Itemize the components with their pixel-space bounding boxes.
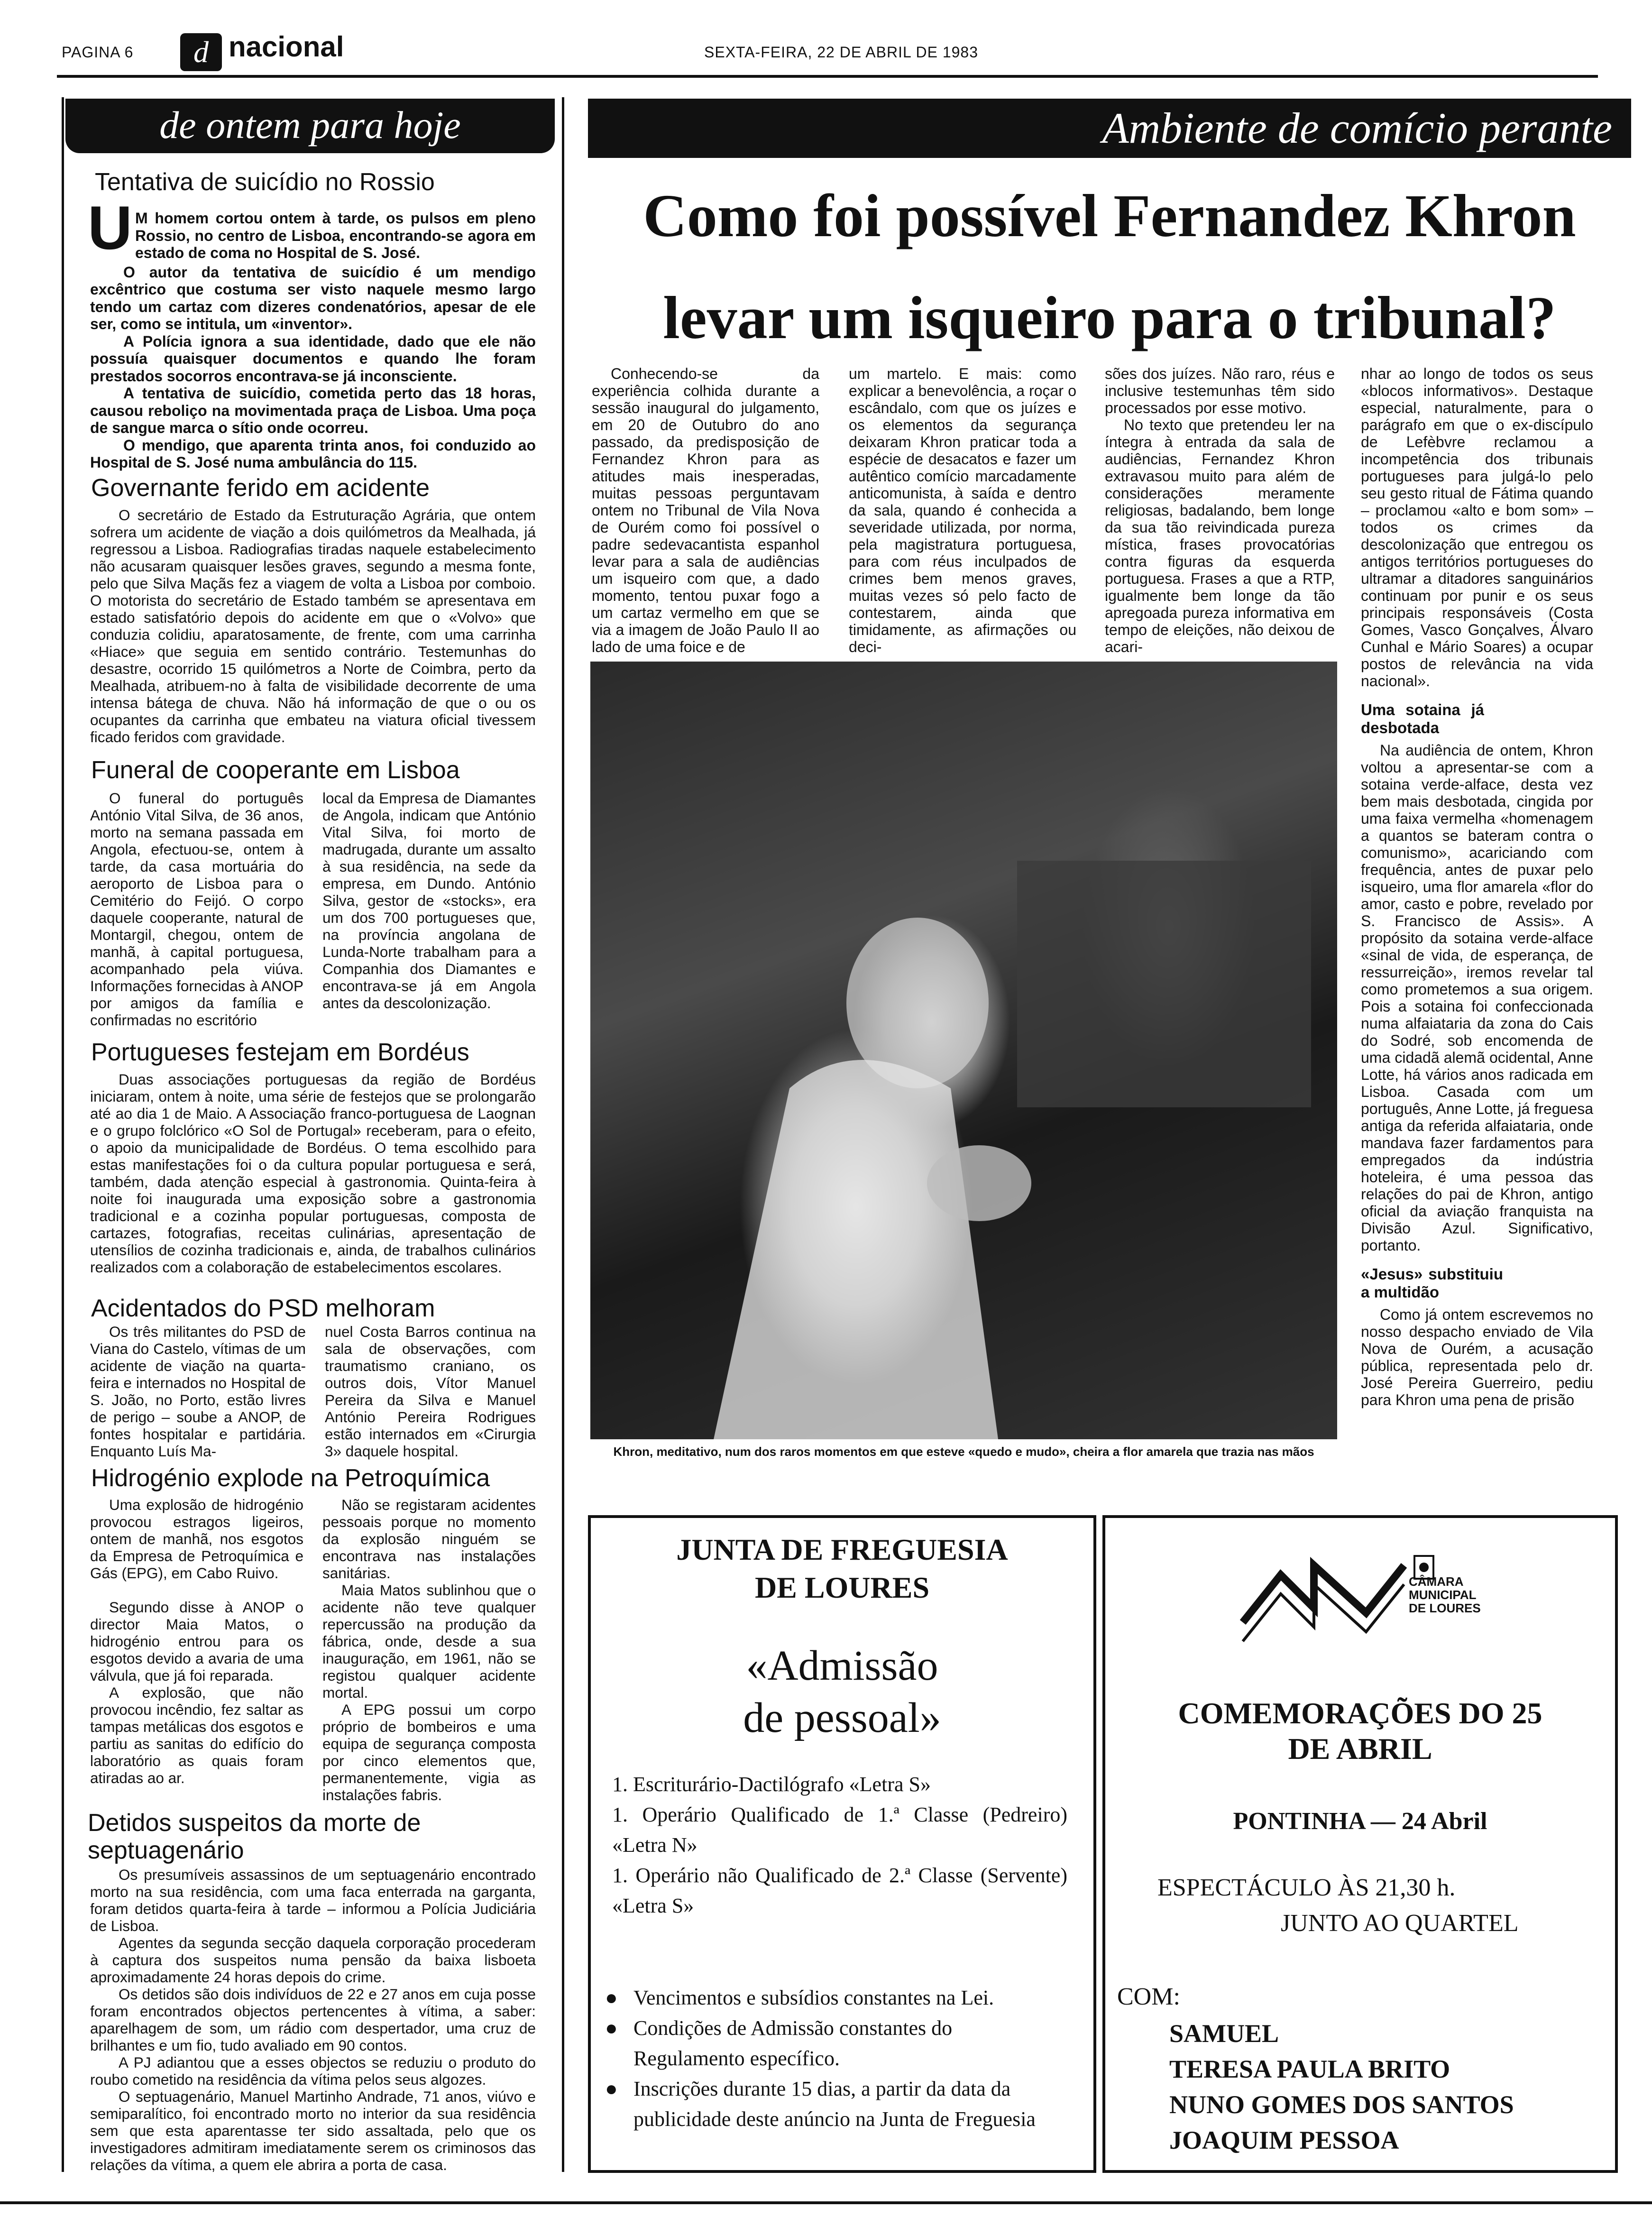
paragraph: um martelo. E mais: como explicar a benevolência, a roçar o escândalo, com que os juízes e os elementos da segurança deixaram Khron praticar toda a espécie de desacatos e fazer um autêntico comício marcadamente anticomunista, à saída e dentro da sala, quando é conhecida a severidade utilizada, por norma, pela magistratura portuguesa, para com réus inculpados de crimes bem menos graves, muitas vezes só pelo facto de contestarem, ainda que timidamente, as afirmações ou deci-	[849, 365, 1076, 655]
position-item: 1. Escriturário-Dactilógrafo «Letra S»	[612, 1773, 931, 1796]
artist-name: NUNO GOMES DOS SANTOS	[1169, 2090, 1514, 2119]
condition-item	[605, 2013, 1060, 2074]
section-name: nacional	[229, 31, 344, 63]
paragraph: Os presumíveis assassinos de um septuagenário encontrado morto na sua residência, com uma faca enterrada na garganta, foram detidos quarta-feira à tarde – informou a Polícia Judiciária de Lisboa.	[90, 1866, 536, 1934]
article-title: Governante ferido em acidente	[91, 474, 430, 502]
bullet-icon: ●	[605, 2077, 618, 2100]
kicker-text: Ambiente de comício perante	[1102, 104, 1612, 152]
junta-ad	[588, 1515, 1096, 2173]
ad-title: COMEMORAÇÕES DO 25	[1178, 1696, 1542, 1730]
paragraph: O secretário de Estado da Estruturação Agrária, que ontem sofrera um acidente de viação a dois quilómetros da Mealhada, já regressou a Lisboa. Radiografias tiradas naquele estabelecimento não acusaram quaisquer lesões graves, segundo a mesma fonte, pelo que Silva Maçãs fez a viagem de volta a Lisboa por comboio. O motorista do secretário de Estado também se apresentava em estado satisfatório depois do acidente em que o «Volvo» que conduzia colidiu, aparatosamente, de frente, com uma carrinha «Hiace» que seguia em sentido contrário. Testemunhas do desastre, ocorrido 15 quilómetros a Norte de Coimbra, perto da Mealhada, atribuem-no à falta de visibilidade decorrente de uma intensa bátega de chuva. Não há informação de que o ou os ocupantes da carrinha que embateu na viatura oficial tivessem ficado feridos com gravidade.	[90, 506, 536, 745]
main-col-4	[1361, 365, 1593, 1408]
headline-line-1: Como foi possível Fernandez Khron	[643, 182, 1576, 249]
logo-line: MUNICIPAL	[1409, 1588, 1477, 1602]
artist-name: SAMUEL	[1169, 2019, 1279, 2048]
header-rule	[57, 75, 1598, 78]
logo-line: DE LOURES	[1409, 1601, 1481, 1615]
article-col	[325, 1323, 536, 1460]
paragraph: A explosão, que não provocou incêndio, fez saltar as tampas metálicas dos esgotos e partiu as sanitas do edifício do laboratório as quais foram atiradas ao ar.	[90, 1684, 303, 1786]
photo-figure-icon	[590, 662, 1337, 1439]
paragraph: A tentativa de suicídio, cometida perto das 18 horas, causou reboliço na movimentada praça de Lisboa. Uma poça de sangue marca o sítio onde ocorreu.	[90, 385, 536, 436]
logo-text	[1409, 1575, 1481, 1615]
paragraph: Os detidos são dois indivíduos de 22 e 27 anos em cuja posse foram encontrados objectos pertencentes à vítima, a saber: aparelhagem de som, um rádio com despertador, uma cruz de brilhantes e um fio, tudo avaliado em 90 contos.	[90, 1986, 536, 2054]
artist-name: TERESA PAULA BRITO	[1169, 2055, 1450, 2083]
paragraph: M homem cortou ontem à tarde, os pulsos em pleno Rossio, no centro de Lisboa, encontrando-se agora em estado de coma no Hospital de S. José.	[135, 210, 536, 261]
position-item: 1. Operário não Qualificado de 2.ª Classe (Servente) «Letra S»	[612, 1864, 1067, 1917]
ad-place: PONTINHA — 24 Abril	[1233, 1808, 1487, 1835]
khron-photo	[590, 662, 1337, 1439]
drop-cap: U	[88, 193, 132, 262]
paragraph: A Polícia ignora a sua identidade, dado que ele não possuía quaisquer documentos e quando lhe foram prestados socorros encontrava-se já inconsciente.	[90, 332, 536, 385]
paragraph: Maia Matos sublinhou que o acidente não teve qualquer repercussão na produção da fábrica, onde, desde a sua inauguração, em 1961, não se registou qualquer acidente mortal.	[322, 1582, 536, 1701]
photo-caption: Khron, meditativo, num dos raros momentos em que esteve «quedo e mudo», cheira a flor amarela que trazia nas mãos	[613, 1444, 1314, 1459]
paragraph: O septuagenário, Manuel Martinho Andrade, 71 anos, viúvo e semiparalítico, foi encontrado morto no interior da sua residência sem que esta aparentasse ter sido assaltada, pelo que os investigadores admitiram imediatamente serem os criminosos das relações da vítima, a quem ele abrira a porta de casa.	[90, 2088, 536, 2173]
paragraph: O mendigo, que aparenta trinta anos, foi conduzido ao Hospital de S. José numa ambulância do 115.	[90, 436, 536, 471]
ad-with: COM:	[1117, 1983, 1180, 2010]
article-body	[90, 1866, 536, 2173]
article-body	[90, 210, 536, 471]
condition-text: Condições de Admissão constantes do Regulamento específico.	[633, 2016, 953, 2070]
position-item: 1. Operário Qualificado de 1.ª Classe (Pedreiro) «Letra N»	[612, 1803, 1067, 1857]
subheading: Uma sotaina já desbotada	[1361, 701, 1484, 736]
paragraph: Não se registaram acidentes pessoais porque no momento da explosão ninguém se encontrava nas instalações sanitárias.	[322, 1496, 536, 1582]
article-col	[322, 790, 536, 1012]
camara-ad	[1102, 1515, 1618, 2173]
loures-logo-icon	[1238, 1546, 1437, 1656]
condition-item	[605, 2074, 1060, 2134]
headline-line-2: levar um isqueiro para o tribunal?	[663, 284, 1556, 351]
article-title: Tentativa de suicídio no Rossio	[95, 168, 435, 196]
paragraph: A EPG possui um corpo próprio de bombeiros e uma equipa de segurança composta por cinco elementos que, permanentemente, vigia as instalações fabris.	[322, 1701, 536, 1803]
ad-show: JUNTO AO QUARTEL	[1281, 1910, 1519, 1937]
artist-name: JOAQUIM PESSOA	[1169, 2126, 1399, 2154]
paragraph: Segundo disse à ANOP o director Maia Matos, o hidrogénio entrou para os esgotos devido a avaria de uma válvula, que já foi reparada.	[90, 1599, 303, 1684]
paragraph: Duas associações portuguesas da região de Bordéus iniciaram, ontem à noite, uma série de festejos que se prolongarão até ao dia 1 de Maio. A Associação franco-portuguesa de Laognan e o grupo folclórico «O Sol de Portugal» receberam, para o efeito, o apoio da municipalidade de Bordéus. O tema escolhido para estas manifestações foi o da cultura popular portuguesa e será, também, dada atenção especial à gastronomia. Quinta-feira à noite foi inaugurada uma exposição sobre a gastronomia tradicional e a cozinha popular portuguesas, composta de cartazes, fotografias, receitas culinárias, apresentação de utensílios de cozinha tradicionais e, ainda, de trabalhos culinários realizados com a colaboração de estabelecimentos escolares.	[90, 1071, 536, 1276]
ad-headline: «Admissão	[746, 1642, 938, 1689]
page-number: PAGINA 6	[62, 44, 134, 61]
subheading: «Jesus» substituiu a multidão	[1361, 1265, 1503, 1301]
article-body	[90, 506, 536, 745]
condition-text: Vencimentos e subsídios constantes na Lei.	[633, 1986, 994, 2009]
section-logo-icon: d	[180, 33, 222, 71]
ad-conditions	[605, 1983, 1060, 2134]
paragraph: Uma explosão de hidrogénio provocou estragos ligeiros, ontem de manhã, nos esgotos da Empresa de Petroquímica e Gás (EPG), em Cabo Ruivo.	[90, 1496, 303, 1582]
article-col	[90, 1323, 306, 1460]
paragraph: O autor da tentativa de suicídio é um mendigo excêntrico que costuma ser visto naquele mesmo largo tendo um cartaz com dizeres condenatórios, apesar de ele ser, como se intitula, um «inventor».	[90, 263, 536, 332]
paragraph: Conhecendo-se da experiência colhida durante a sessão inaugural do julgamento, em 20 de Outubro do ano passado, da predisposição de Fernandez Khron para as atitudes mais inesperadas, muitas pessoas perguntavam ontem no Tribunal de Vila Nova de Ourém como foi possível o padre sedevacantista espanhol levar para a sala de audiências um isqueiro com que, a dado momento, tentou puxar fogo a um cartaz vermelho em que se via a imagem de João Paulo II ao lado de uma foice e de	[592, 365, 819, 655]
main-col-1	[592, 365, 819, 655]
article-col	[90, 790, 303, 1029]
ad-artists	[1169, 2016, 1514, 2158]
paragraph: local da Empresa de Diamantes de Angola, indicam que António Vital Silva, foi morto de madrugada, durante um assalto à sua residência, na sede da empresa, em Dundo. António Silva, gestor de «stocks», era um dos 700 portugueses que, na província angolana de Lunda-Norte trabalham para a Companhia dos Diamantes e encontrava-se já em Angola antes da descolonização.	[322, 790, 536, 1012]
left-banner-title: de ontem para hoje	[159, 103, 461, 147]
paragraph: Os três militantes do PSD de Viana do Castelo, vítimas de um acidente de viação na quarta-feira e internados no Hospital de S. João, no Porto, estão livres de perigo – soube a ANOP, de fontes hospitalar e partidária. Enquanto Luís Ma-	[90, 1323, 306, 1460]
article-title: Acidentados do PSD melhoram	[91, 1295, 435, 1322]
ad-positions	[612, 1769, 1067, 1921]
ad-title: DE ABRIL	[1288, 1732, 1432, 1766]
article-title: Funeral de cooperante em Lisboa	[91, 756, 460, 784]
ad-show: ESPECTÁCULO ÀS 21,30 h.	[1157, 1874, 1456, 1901]
paragraph: O funeral do português António Vital Silva, de 36 anos, morto na semana passada em Angola, efectuou-se, ontem à tarde, da casa mortuária do aeroporto de Lisboa para o Cemitério do Feijó. O corpo daquele cooperante, natural de Montargil, chegou, ontem de manhã, à capital portuguesa, acompanhado pela viúva. Informações fornecidas à ANOP por amigos da família e confirmadas no escritório	[90, 790, 303, 1029]
article-title: Portugueses festejam em Bordéus	[91, 1039, 469, 1066]
footer-rule	[0, 2201, 1652, 2204]
condition-item	[605, 1983, 1060, 2013]
article-title: Detidos suspeitos da morte de septuagenário	[88, 1809, 421, 1864]
issue-date: SEXTA-FEIRA, 22 DE ABRIL DE 1983	[704, 44, 978, 61]
article-col	[90, 1496, 303, 1786]
condition-text: Inscrições durante 15 dias, a partir da data da publicidade deste anúncio na Junta de Freguesia	[633, 2077, 1036, 2131]
paragraph: nhar ao longo de todos os seus «blocos informativos». Destaque especial, naturalmente, para o parágrafo em que o ex-discípulo de Lefèbvre reclamou a incompetência dos tribunais portugueses para julgá-lo pelo seu gesto ritual de Fátima quando – proclamou «alto e bom som» – todos os crimes da descolonização que entregou os antigos territórios portugueses do ultramar a ditadores sanguinários continuam por punir e os seus principais responsáveis (Costa Gomes, Vasco Gonçalves, Álvaro Cunhal e Mário Soares) a ocupar postos de relevância na vida nacional».	[1361, 365, 1593, 690]
paragraph: Na audiência de ontem, Khron voltou a apresentar-se com a sotaina verde-alface, desta vez bem mais desbotada, cingida por uma faixa vermelha «homenagem a quantos se bateram contra o comunismo», acariciando com frequência, antes de puxar pelo isqueiro, uma flor amarela «flor do amor, casto e pobre, revelado por S. Francisco de Assis». A propósito da sotaina verde-alface «sinal de vida, de esperança, de ressurreição», iremos revelar tal como prometemos a sua origem. Pois a sotaina foi confeccionada numa alfaiataria da zona do Cais do Sodré, sob encomenda de uma cidadã alemã ocidental, Anne Lotte, há vários anos radicada em Lisboa. Casada com um português, Anne Lotte, já freguesa antiga da referida alfaiataria, onde mandava fazer fardamentos para empregados da indústria hoteleira, é uma pessoa das relações do pai de Khron, antigo oficial da aviação franquista na Divisão Azul. Significativo, portanto.	[1361, 742, 1593, 1254]
paragraph: Como já ontem escrevemos no nosso despacho enviado de Vila Nova de Ourém, a acusação pública, representada pelo dr. José Pereira Guerreiro, pediu para Khron uma pena de prisão	[1361, 1306, 1593, 1408]
ad-headline: de pessoal»	[743, 1694, 941, 1741]
paragraph: Agentes da segunda secção daquela corporação procederam à captura dos suspeitos numa pensão da baixa lisboeta aproximadamente 24 horas depois do crime.	[90, 1934, 536, 1986]
logo-line: CÂMARA	[1409, 1574, 1464, 1589]
paragraph: nuel Costa Barros continua na sala de observações, com traumatismo craniano, os outros dois, Vítor Manuel Pereira da Silva e Manuel António Pereira Rodrigues estão internados em «Cirurgia 3» daquele hospital.	[325, 1323, 536, 1460]
bullet-icon: ●	[605, 1986, 618, 2009]
article-col	[322, 1496, 536, 1803]
bullet-icon: ●	[605, 2016, 618, 2040]
main-col-3	[1105, 365, 1335, 655]
paragraph: sões dos juízes. Não raro, réus e inclusive testemunhas têm sido processados por esse motivo.	[1105, 365, 1335, 416]
ad-title: JUNTA DE FREGUESIA	[676, 1533, 1008, 1566]
paragraph: A PJ adiantou que a esses objectos se reduziu o produto do roubo cometido na residência da vítima pelos seus algozes.	[90, 2054, 536, 2088]
ad-title: DE LOURES	[754, 1571, 930, 1604]
paragraph: No texto que pretendeu ler na íntegra à entrada da sala de audiências, Fernandez Khron extravasou muito para além de considerações meramente religiosas, badalando, bem longe da sua tão reivindicada pureza mística, frases provocatórias contra figuras da esquerda portuguesa. Frases a que a RTP, igualmente bem longe da tão apregoada pureza informativa em tempo de eleições, não deixou de acari-	[1105, 416, 1335, 655]
article-body	[90, 1071, 536, 1276]
main-col-2	[849, 365, 1076, 655]
article-title: Hidrogénio explode na Petroquímica	[91, 1464, 490, 1492]
